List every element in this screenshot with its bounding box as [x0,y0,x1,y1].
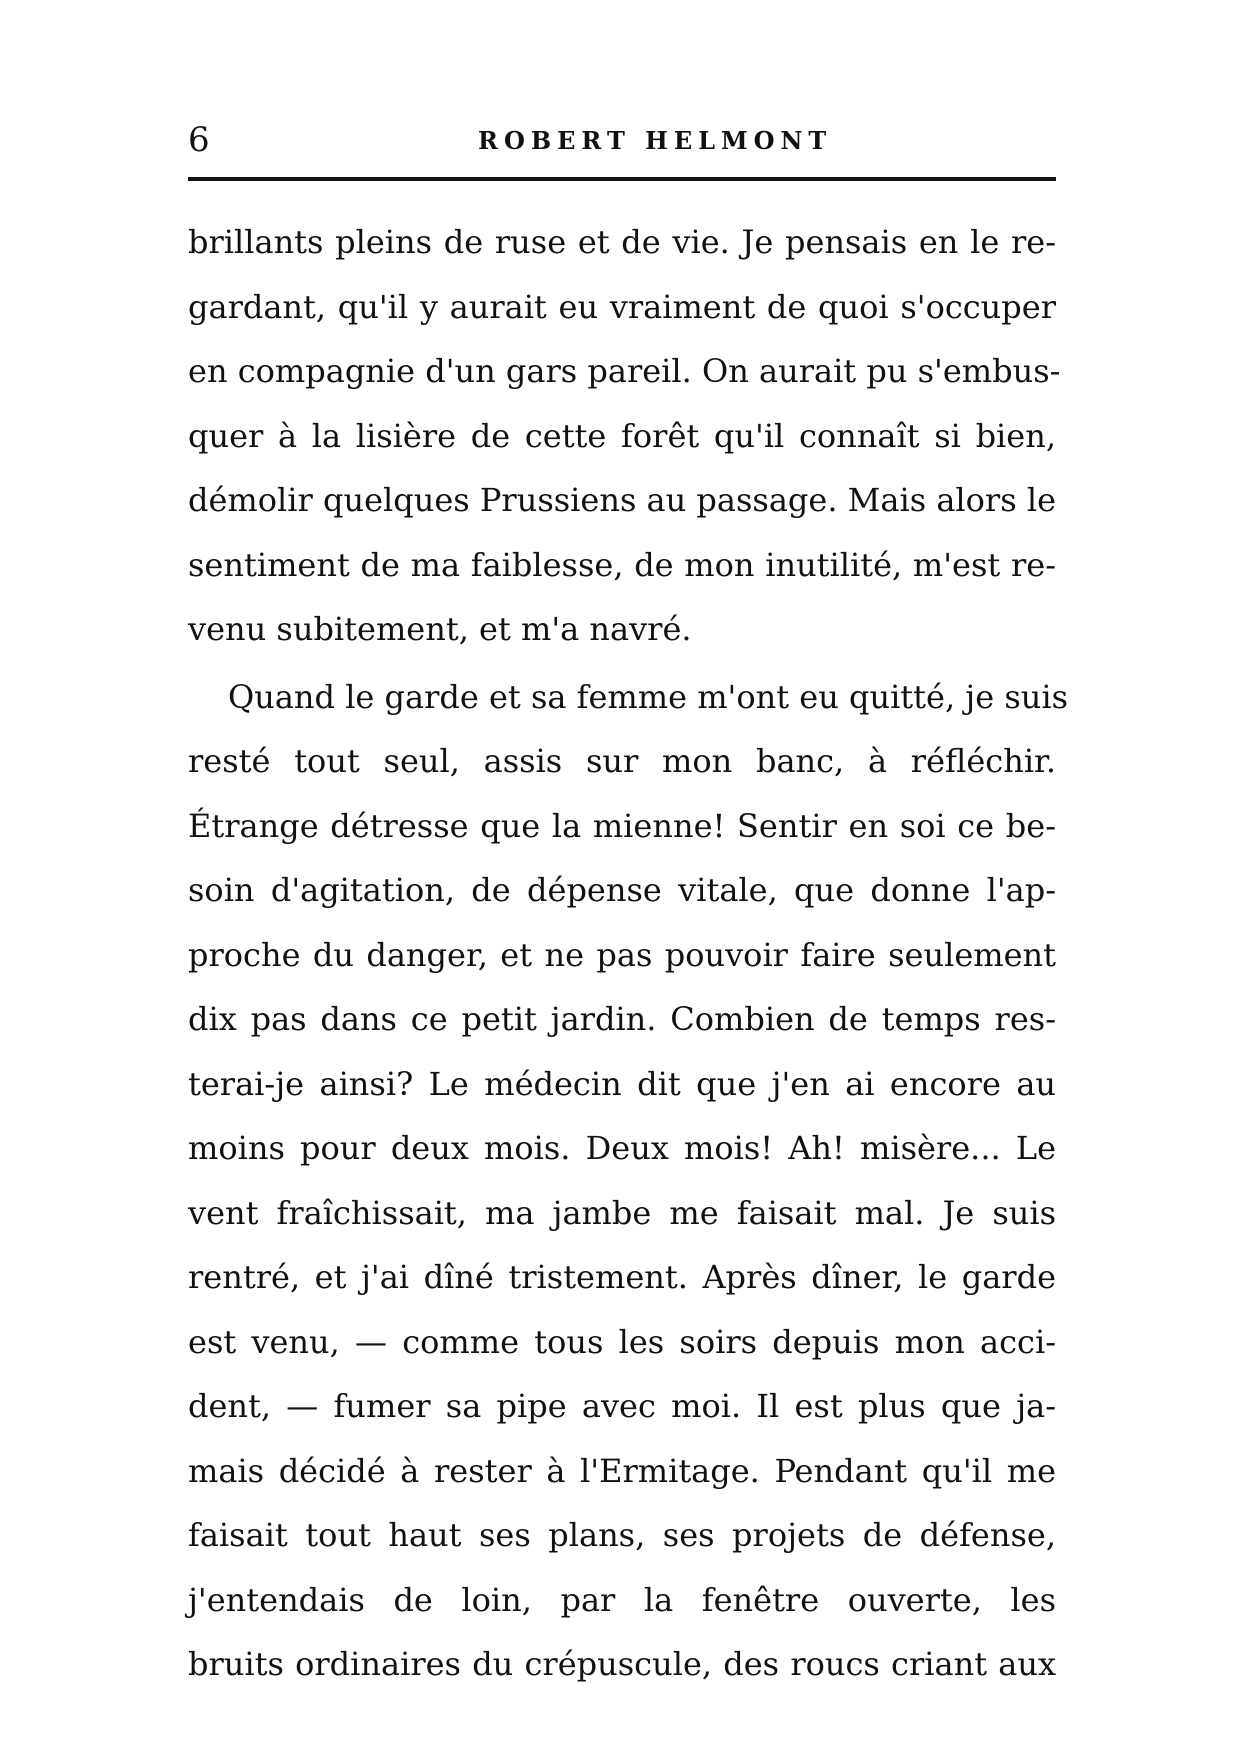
text-line: j'entendais de loin, par la fenêtre ouverte, les [188,1580,1056,1619]
text-line: gardant, qu'il y aurait eu vraiment de quoi s'occuper [188,287,1056,326]
text-line: mais décidé à rester à l'Ermitage. Pendant qu'il me [188,1451,1056,1490]
text-line: Étrange détresse que la mienne! Sentir en soi ce be- [188,806,1056,845]
text-line: resté tout seul, assis sur mon banc, à réfléchir. [188,742,1056,780]
text-line: rentré, et j'ai dîné tristement. Après dîner, le garde [188,1258,1056,1296]
text-line: proche du danger, et ne pas pouvoir faire seulement [188,935,1056,974]
header-rule [188,177,1056,181]
page-number: 6 [188,120,210,160]
text-line: brillants pleins de ruse et de vie. Je pensais en le re- [188,223,1056,261]
text-line: est venu, — comme tous les soirs depuis mon acci- [188,1322,1056,1361]
text-line: terai-je ainsi? Le médecin dit que j'en ai encore au [188,1064,1056,1103]
text-line: soin d'agitation, de dépense vitale, que donne l'ap- [188,871,1056,909]
page-header [188,110,1056,160]
text-line: démolir quelques Prussiens au passage. Mais alors le [188,481,1056,519]
text-line: dix pas dans ce petit jardin. Combien de temps res- [188,1000,1056,1038]
running-title: ROBERT HELMONT [478,126,833,155]
text-line: Quand le garde et sa femme m'ont eu quitté, je suis [228,677,1069,716]
body-text [188,210,1069,1697]
paragraph-2 [188,665,1069,1697]
text-line: bruits ordinaires du crépuscule, des roucs criant aux [188,1645,1056,1683]
text-line: moins pour deux mois. Deux mois! Ah! misère... Le [188,1129,1056,1167]
text-line: sentiment de ma faiblesse, de mon inutilité, m'est re- [188,545,1056,584]
text-line: quer à la lisière de cette forêt qu'il connaît si bien, [188,416,1056,455]
text-line: en compagnie d'un gars pareil. On aurait pu s'embus- [188,352,1061,390]
text-line: faisait tout haut ses plans, ses projets de défense, [188,1516,1056,1554]
paragraph-1 [188,210,1061,662]
text-line: dent, — fumer sa pipe avec moi. Il est plus que ja- [188,1387,1056,1425]
text-line: vent fraîchissait, ma jambe me faisait mal. Je suis [188,1193,1056,1232]
text-line: venu subitement, et m'a navré. [188,610,692,648]
